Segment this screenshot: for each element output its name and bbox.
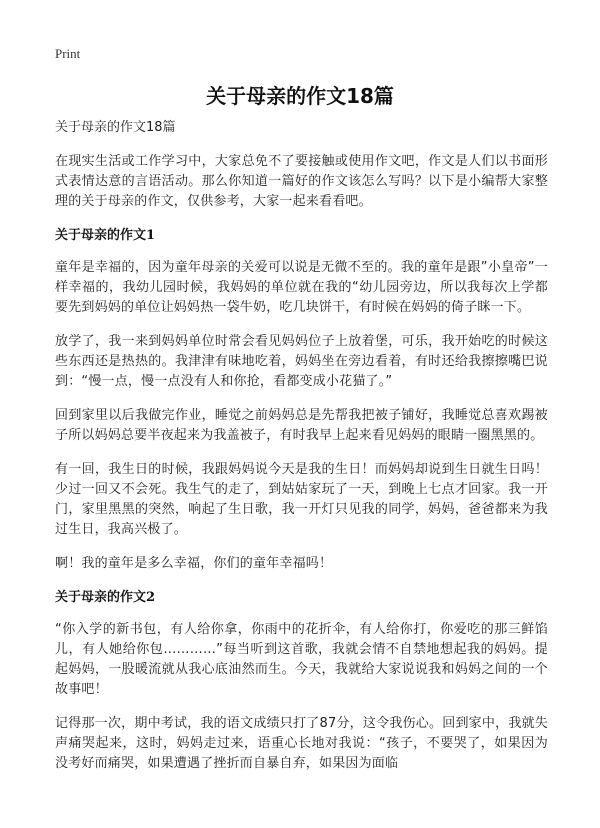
essay-1 <box>55 226 548 574</box>
essay-heading: 关于母亲的作文2 <box>55 590 156 605</box>
document-body <box>55 118 548 788</box>
document-subtitle: 关于母亲的作文18篇 <box>55 120 176 135</box>
essay-paragraph: 啊！我的童年是多么幸福，你们的童年幸福吗！ <box>55 556 333 571</box>
essay-paragraph: 记得那一次，期中考试，我的语文成绩只打了87分，这令我伤心。回到家中，我就失声痛哭起来，这时，妈妈走过来，语重心长地对我说：“孩子，不要哭了，如果因为没考好而痛哭，如果遭遇了挫折而自暴自弃，如果因为面临 <box>55 716 548 771</box>
essay-paragraph: 回到家里以后我做完作业，睡觉之前妈妈总是先帮我把被子铺好，我睡觉总喜欢踢被子所以妈妈总要半夜起来为我盖被子，有时我早上起来看见妈妈的眼睛一圈黑黑的。 <box>55 408 548 443</box>
intro-paragraph: 在现实生活或工作学习中，大家总免不了要接触或使用作文吧，作文是人们以书面形式表情达意的言语活动。那么你知道一篇好的作文该怎么写吗？以下是小编帮大家整理的关于母亲的作文，仅供参考，大家一起来看看吧。 <box>55 154 548 209</box>
essay-heading: 关于母亲的作文1 <box>55 228 156 243</box>
essay-2 <box>55 588 548 774</box>
essay-paragraph: 有一回，我生日的时候，我跟妈妈说今天是我的生日！而妈妈却说到生日就生日吗！少过一回又不会死。我生气的走了，到姑姑家玩了一天，到晚上七点才回家。我一开门，家里黑黑的突然，响起了生日歌，我一开灯只见我的同学，妈妈，爸爸都来为我过生日，我高兴极了。 <box>55 462 548 537</box>
print-label[interactable]: Print <box>55 46 81 61</box>
essay-paragraph: 放学了，我一来到妈妈单位时常会看见妈妈位子上放着堡，可乐，我开始吃的时候这些东西还是热热的。我津津有味地吃着，妈妈坐在旁边看着，有时还给我擦擦嘴巴说到：“慢一点，慢一点没有人和你抢，看都变成小花猫了。” <box>55 334 548 389</box>
essay-paragraph: “你入学的新书包，有人给你拿，你雨中的花折伞，有人给你打，你爱吃的那三鲜馅儿，有人她给你包…………”每当听到这首歌，我就会情不自禁地想起我的妈妈。提起妈妈，一股暖流就从我心底油然而生。今天，我就给大家说说我和妈妈之间的一个故事吧！ <box>55 622 548 697</box>
page-title: 关于母亲的作文18篇 <box>206 84 394 108</box>
essay-paragraph: 童年是幸福的，因为童年母亲的关爱可以说是无微不至的。我的童年是跟”小皇帝”一样幸福的，我幼儿园时候，我妈妈的单位就在我的“幼儿园旁边，所以我每次上学都要先到妈妈的单位让妈妈热一袋牛奶，吃几块饼干，有时候在妈妈的倚子眯一下。 <box>55 260 548 315</box>
